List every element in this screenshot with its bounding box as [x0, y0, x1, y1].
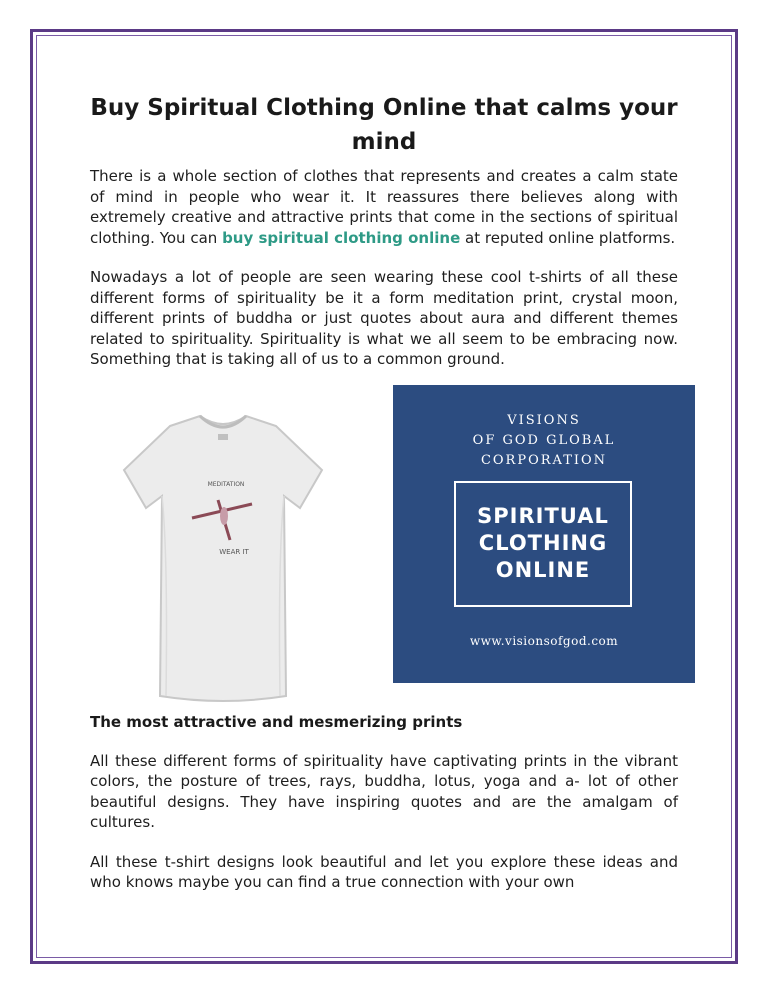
intro-text-before: There is a whole section of clothes that represents and creates a calm state of mind in people who wear it. It reassures there believes along with extremely creative and attractive prints that come in the sections of spiritual clothing. You can — [90, 167, 678, 247]
promo-url: www.visionsofgod.com — [469, 633, 619, 648]
promo-headline-line: ONLINE — [495, 558, 591, 582]
intro-paragraph — [90, 166, 678, 248]
intro-text-after: at reputed online platforms. — [460, 228, 676, 247]
promo-company-line: OF GOD GLOBAL — [472, 432, 616, 448]
image-row — [90, 382, 678, 712]
prints-paragraph: All these different forms of spirituality have captivating prints in the vibrant colors, the posture of trees, rays, buddha, lotus, yoga and a- lot of other beautiful designs. They have inspiring quotes and are the amalgam of cultures. — [90, 751, 678, 831]
promo-headline-line: SPIRITUAL — [477, 504, 609, 528]
page-content — [90, 91, 678, 893]
promo-headline-box — [454, 481, 632, 607]
spirituality-paragraph: Nowadays a lot of people are seen wearing these cool t-shirts of all these different forms of spirituality be it a form meditation print, crystal moon, different prints of buddha or just quotes about aura and different themes related to spirituality. Spirituality is what we all seem to be embracing now. Something that is taking all of us to a common ground. — [90, 268, 678, 368]
white-tshirt-image — [108, 404, 338, 704]
promo-company-line: VISIONS — [507, 412, 581, 428]
page-title: Buy Spiritual Clothing Online that calms your mind — [90, 95, 678, 155]
tshirt-print-top: MEDITATION — [207, 480, 245, 488]
designs-paragraph: All these t-shirt designs look beautiful and let you explore these ideas and who knows maybe you can find a true connection with your own — [90, 852, 678, 891]
promo-headline-line: CLOTHING — [478, 531, 608, 555]
buy-spiritual-clothing-link[interactable]: buy spiritual clothing online — [222, 228, 461, 247]
promo-company-name — [393, 411, 695, 471]
promo-company-line: CORPORATION — [480, 452, 608, 468]
spiritual-clothing-promo-image — [393, 385, 695, 683]
section-heading: The most attractive and mesmerizing prints — [90, 712, 463, 731]
tshirt-print-bottom: WEAR IT — [219, 547, 249, 556]
